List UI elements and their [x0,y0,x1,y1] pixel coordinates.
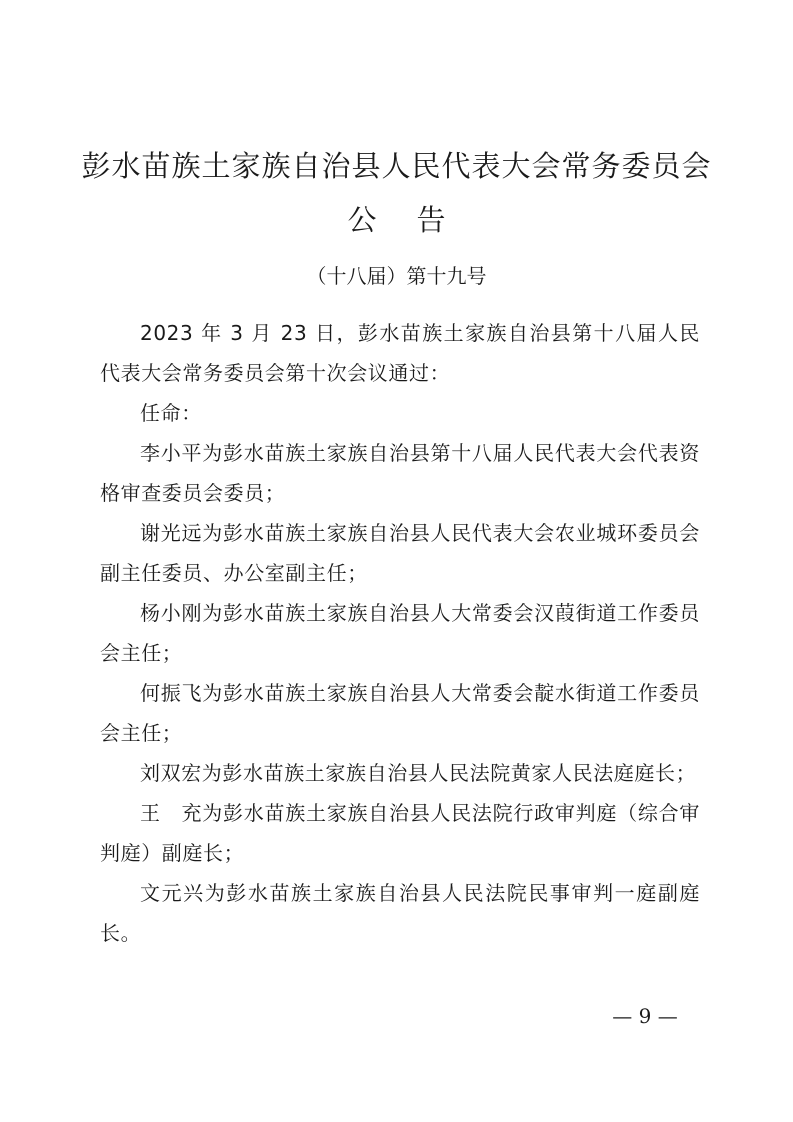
paragraph-appointment: 谢光远为彭水苗族土家族自治县人民代表大会农业城环委员会副主任委员、办公室副主任； [100,521,700,585]
paragraph-appointment: 刘双宏为彭水苗族土家族自治县人民法院黄家人民法庭庭长； [140,761,697,785]
document-body [100,313,700,953]
document-title: 彭水苗族土家族自治县人民代表大会常务委员会 [81,149,712,183]
paragraph-appointment: 文元兴为彭水苗族土家族自治县人民法院民事审判一庭副庭长。 [100,881,700,945]
paragraph-appointment: 杨小刚为彭水苗族土家族自治县人大常委会汉葭街道工作委员会主任； [100,601,700,665]
paragraph-intro: 2023 年 3 月 23 日，彭水苗族土家族自治县第十八届人民代表大会常务委员会第十次会议通过： [100,321,700,385]
announcement-number: （十八届）第十九号 [306,264,487,288]
paragraph-appointment: 李小平为彭水苗族土家族自治县第十八届人民代表大会代表资格审查委员会委员； [100,441,700,505]
document-subtitle: 公告 [347,203,486,237]
paragraph-appointment: 何振飞为彭水苗族土家族自治县人大常委会靛水街道工作委员会主任； [100,681,700,745]
paragraph-appoint-heading: 任命： [140,401,202,425]
page-number: — 9 — [612,1004,678,1028]
paragraph-appointment: 王 充为彭水苗族土家族自治县人民法院行政审判庭（综合审判庭）副庭长； [100,801,700,865]
